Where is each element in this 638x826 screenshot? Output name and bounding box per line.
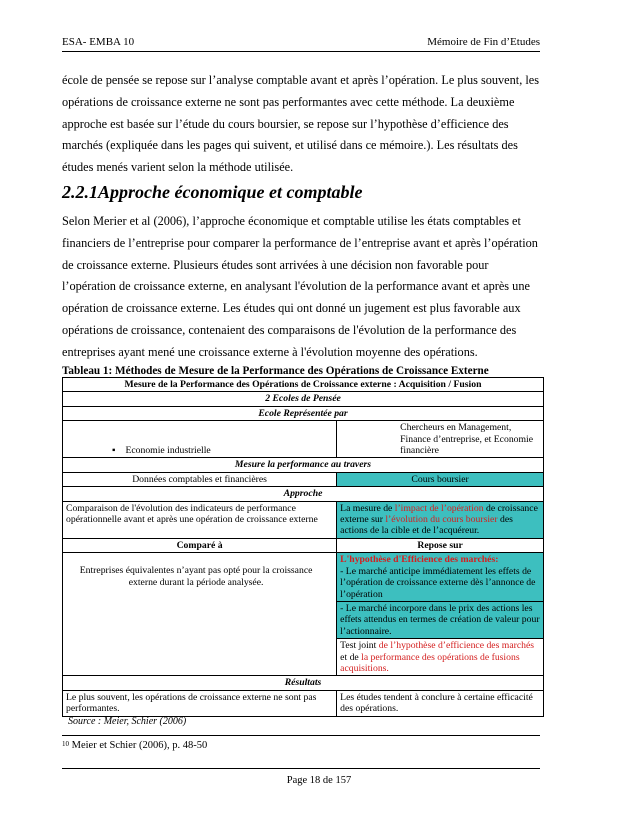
compare-header: Comparé à <box>63 538 337 552</box>
left-ecole: Economie industrielle <box>125 445 211 457</box>
bullet-icon: ▪ <box>112 445 116 457</box>
table-row <box>63 538 544 552</box>
ecoles-header: 2 Ecoles de Pensée <box>63 392 544 406</box>
right-result: Les études tendent à conclure à certaine efficacité des opérations. <box>337 690 544 716</box>
approche-text-1: La mesure de <box>340 502 395 514</box>
table-caption: Tableau 1: Méthodes de Mesure de la Performance des Opérations de Croissance Externe <box>62 365 489 377</box>
mesure-header: Mesure la performance au travers <box>63 458 544 472</box>
paragraph-intro: école de pensée se repose sur l’analyse comptable avant et après l’opération. Le plus souvent, les opérations de croissance externe ne sont pas performantes avec cette méthode. La deuxième approche est basée sur l’étude du cours boursier, se repose sur l’hypothèse d’efficience des marchés (expliquée dans les pages qui suivent, et utilisé dans ce mémoire.). Les résultats des études menés varient selon la méthode utilisée. <box>62 73 540 175</box>
header-left: ESA- EMBA 10 <box>62 36 135 48</box>
table-row <box>63 421 544 458</box>
hyp-1: - Le marché anticipe immédiatement les effets de l’opération de croissance externe dès l’annonce de l’opération <box>340 565 536 600</box>
page-header <box>62 36 540 48</box>
footnote-number: 10 <box>62 740 69 748</box>
hyp-2: - Le marché incorpore dans le prix des actions les effets attendus en termes de création de valeur pour l’actionnaire. <box>337 601 544 638</box>
table-row <box>63 458 544 472</box>
test-text-3: et de <box>340 651 362 663</box>
left-ecole-cell <box>63 421 337 458</box>
header-right: Mémoire de Fin d’Etudes <box>427 36 540 48</box>
test-text-2: de l’hypothèse d’efficience des marchés <box>378 640 535 652</box>
test-text-1: Test joint <box>340 640 379 652</box>
right-mesure: Cours boursier <box>337 472 544 486</box>
table-row <box>63 472 544 486</box>
test-cell <box>337 639 544 676</box>
left-compare: Entreprises équivalentes n’ayant pas opté pour la croissance externe durant la période analysée. <box>63 553 337 676</box>
table-row <box>63 676 544 690</box>
approche-text-5: des actions de la cible et de l’acquéreur. <box>340 514 513 537</box>
ecole-rep-header: Ecole Représentée par <box>63 406 544 420</box>
table-row <box>63 378 544 392</box>
left-approche: Comparaison de l'évolution des indicateurs de performance opérationnelle avant et après une opération de croissance externe <box>63 501 337 538</box>
right-ecole-cell <box>337 421 544 458</box>
approche-header: Approche <box>63 487 544 501</box>
hyp-title: L'hypothèse d'Efficience des marchés: <box>340 554 499 566</box>
left-result: Le plus souvent, les opérations de croissance externe ne sont pas performantes. <box>63 690 337 716</box>
repose-header: Repose sur <box>337 538 544 552</box>
approche-text-2: l’impact de l’opération <box>394 502 484 514</box>
footnote-text: Meier et Schier (2006), p. 48-50 <box>71 740 208 751</box>
footnote-divider <box>62 735 540 736</box>
methods-table <box>62 377 544 717</box>
page-number: Page 18 de 157 <box>286 775 352 786</box>
approche-text-3: de croissance externe sur <box>340 502 538 526</box>
header-divider <box>62 51 540 52</box>
footer-divider <box>62 768 540 769</box>
table-row <box>63 690 544 716</box>
resultats-header: Résultats <box>63 676 544 690</box>
left-mesure: Données comptables et financières <box>63 472 337 486</box>
table-title: Mesure de la Performance des Opérations de Croissance externe : Acquisition / Fusion <box>63 378 544 392</box>
right-ecole: Chercheurs en Management, Finance d’entreprise, et Economie financière <box>400 422 534 457</box>
table-row <box>63 501 544 538</box>
table-row <box>63 392 544 406</box>
right-approche <box>337 501 544 538</box>
section-title: 2.2.1Approche économique et comptable <box>62 182 363 202</box>
footnote <box>62 740 207 751</box>
table-row <box>63 487 544 501</box>
test-text-4: la performance des opérations de fusions acquisitions. <box>340 651 520 674</box>
approche-text-4: l’évolution du cours boursier <box>385 514 498 526</box>
table-source: Source : Meier, Schier (2006) <box>68 716 187 727</box>
table-row <box>63 406 544 420</box>
paragraph-approach: Selon Merier et al (2006), l’approche économique et comptable utilise les états comptables et financiers de l’entreprise pour comparer la performance de l’entreprise avant et après l’opération de croissance externe. Plusieurs études sont arrivées à une décision non favorable pour l’opération de croissance externe, en analysant l'évolution de la performance avant et après une opération de croissance externe. Les études qui ont donné un jugement est plus favorable aux opérations de croissance, contenaient des comparaisons de l'évolution de la performance des entreprises ayant mené une croissance externe à l'évolution moyenne des opérations. <box>62 214 538 359</box>
hyp-cell-1 <box>337 553 544 602</box>
table-row <box>63 553 544 602</box>
